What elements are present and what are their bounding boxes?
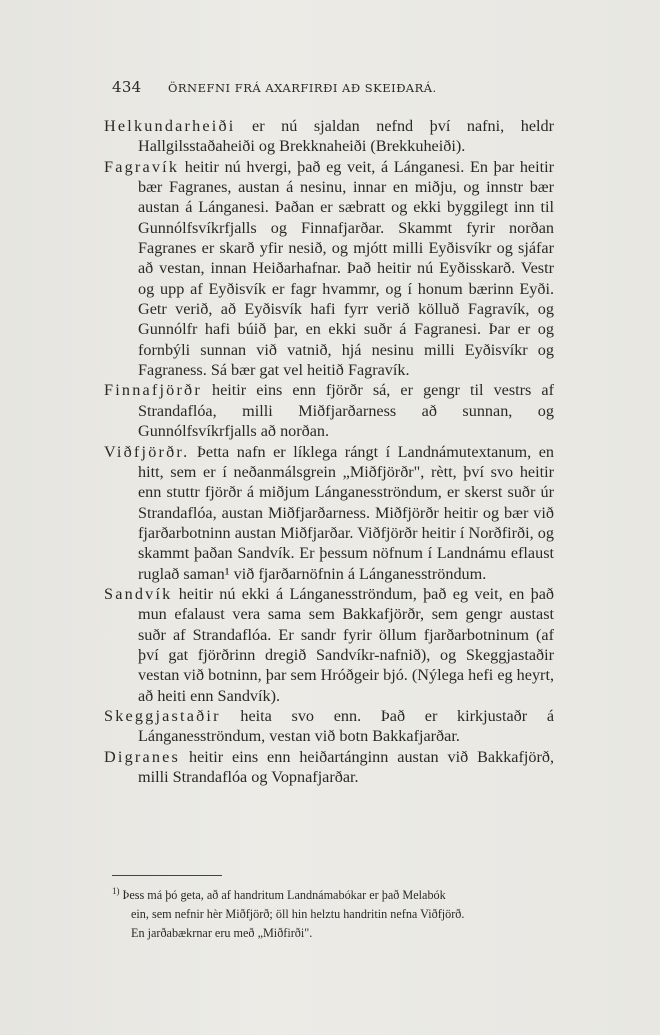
footnote-line: ein, sem nefnir hèr Miðfjörð; öll hin helztu handritin nefna Viðfjörð. xyxy=(131,907,465,922)
page-number: 434 xyxy=(112,78,142,96)
footnote-line: En jarðabækrnar eru með „Miðfirði". xyxy=(131,926,313,941)
entry-term: Helkundarheiði xyxy=(104,117,236,135)
entry-text: Þetta nafn er líklega rángt í Landnámutextanum, en hitt, sem er í neðanmálsgrein „Miðfjörðr", rètt, því svo heitir enn stuttr fjörðr á miðjum Lánganesströndum, er skerst suðr úr Strandaflóa, austan Miðfjarðarness. Miðfjörðr heitir og bær við fjarðarbotninn austan Miðfjarðar. Viðfjörðr heitir í Norðfirði, og skammt þaðan Sandvík. Er þessum nöfnum í Landnámu eflaust ruglað saman¹ við fjarðarnöfnin á Lánganesströndum. xyxy=(138,442,554,583)
entry-term: Skeggjastaðir xyxy=(104,706,221,725)
entry-vidfjordr xyxy=(104,442,554,584)
footnote-line: Þess má þó geta, að af handritum Landnámabókar er það Melabók xyxy=(122,888,446,903)
footnote xyxy=(112,882,542,943)
entry-text: heita svo enn. Það er kirkjustaðr á Lánganesströndum, vestan við botn Bakkafjarðar. xyxy=(138,706,555,746)
entry-fagravik xyxy=(104,157,554,381)
entry-text: heitir eins enn fjörðr sá, er gengr til vestrs af Strandaflóa, milli Miðfjarðarness að sunnan, og Gunnólfsvíkrfjalls að norðan. xyxy=(138,381,555,441)
entry-skeggjastadir xyxy=(104,706,555,747)
entry-term: Finnafjörðr xyxy=(104,381,202,400)
entry-helkundarheidi xyxy=(104,116,554,157)
entry-text: heitir eins enn heiðartánginn austan við Bakkafjörð, milli Strandaflóa og Vopnafjarðar. xyxy=(138,747,555,786)
entries-body xyxy=(104,116,554,787)
entry-text: heitir nú hvergi, það eg veit, á Lánganesi. En þar heitir bær Fagranes, austan á nesinu, innar en miðju, og innstr bær austan á Lánganesi. Þaðan er sæbratt og ekki byggilegt inn til Gunnólfsvíkrfjalls og Finnafjarðar. Skammt fyrir norðan Fagranes er skarð yfir nesið, og mjótt milli Eyðisvíkr og sjáfar að vestan, innan Heiðarhafnar. Það heitir nú Eyðisskarð. Vestr og upp af Eyðisvík er fagr hvammr, og í honum bærinn Eyði. Getr verið, að Eyðisvík hafi fyrr verið kölluð Fagravík, og Gunnólfr hafi búið þar, en ekki suðr á Fagranesi. Þar er og fornbýli sunnan við vatnið, hjá nesinu milli Eyðisvíkr og Fagraness. Sá bær gat vel heitið Fagravík. xyxy=(138,157,554,380)
entry-term: Sandvík xyxy=(104,584,173,603)
entry-digranes xyxy=(104,747,555,788)
entry-text: heitir nú ekki á Lánganesströndum, það eg veit, en það mun efalaust vera sama sem Bakkafjörðr, sem gengr austast suðr af Strandaflóa. Er sandr fyrir öllum fjarðarbotninum (af því gat fjörðrinn dregið Sandvíkr-nafnið), og Skeggjastaðir vestan við botninn, þar sem Hróðgeir bjó. (Nýlega hefi eg heyrt, að heiti enn Sandvík). xyxy=(138,584,554,705)
running-title: ÖRNEFNI FRÁ AXARFIRÐI AÐ SKEIÐARÁ. xyxy=(167,81,437,95)
entry-term: Viðfjörðr. xyxy=(104,442,190,461)
entry-text: er nú sjaldan nefnd því nafni, heldr Hallgilsstaðaheiði og Brekknaheiði (Brekkuheiði). xyxy=(138,117,554,156)
entry-term: Digranes xyxy=(104,747,181,766)
entry-term: Fagravík xyxy=(104,157,180,176)
footnote-mark: 1) xyxy=(112,886,120,896)
footnote-divider xyxy=(112,875,222,876)
running-header xyxy=(112,78,437,96)
entry-finnafjordr xyxy=(104,380,555,441)
entry-sandvik xyxy=(104,584,554,706)
